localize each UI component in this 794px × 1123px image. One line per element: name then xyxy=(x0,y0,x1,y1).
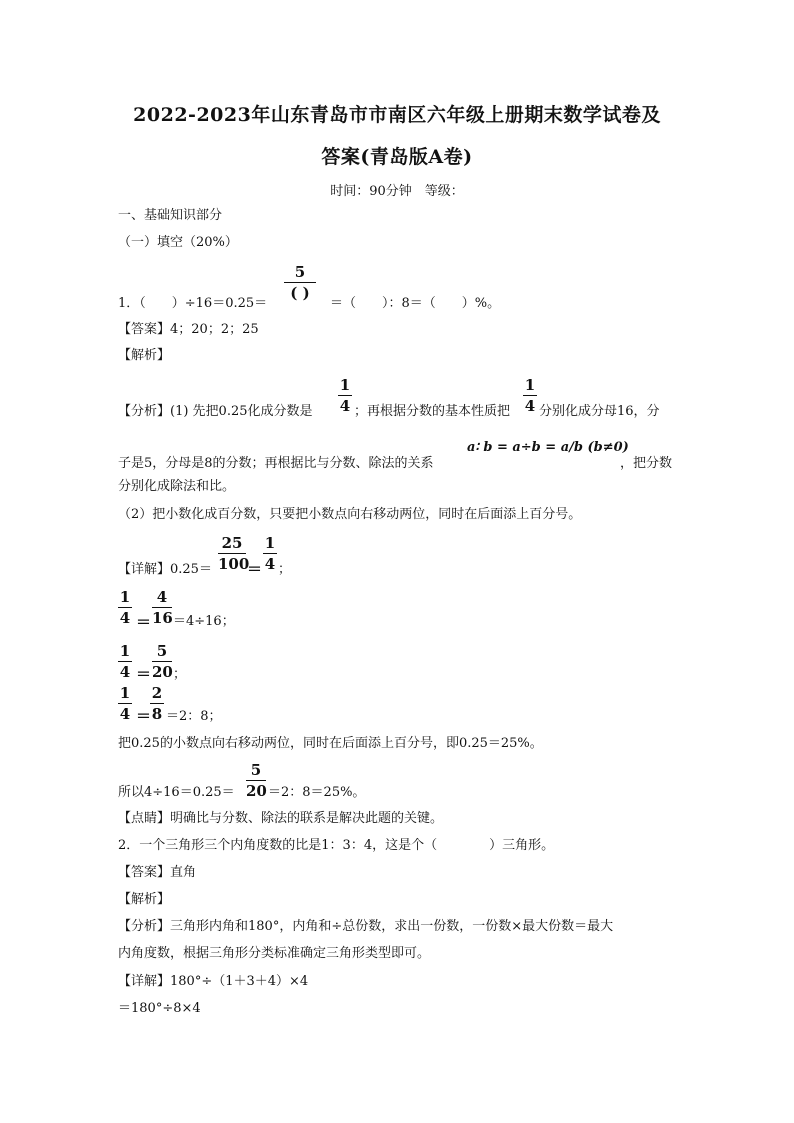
q1-analysis-line2-a: 子是5，分母是8的分数；再根据比与分数、除法的关系 xyxy=(118,456,434,471)
subsection-heading: （一）填空（20%） xyxy=(118,235,238,250)
q2-text: 2．一个三角形三个内角度数的比是1：3：4，这是个（ ）三角形。 xyxy=(118,838,555,853)
detail-fraction-25-100 xyxy=(218,534,250,573)
frac-bar xyxy=(218,553,246,554)
row6-a: 所以4÷16＝0.25＝ xyxy=(118,785,235,800)
frac-numerator: 1 xyxy=(339,376,351,394)
row3-tail: ； xyxy=(173,667,187,682)
q1-answer: 【答案】4；20；2；25 xyxy=(118,322,259,337)
q2-detail-2: ＝180°÷8×4 xyxy=(118,1001,201,1016)
q1-jiexi: 【解析】 xyxy=(118,348,171,363)
q1-analysis-line3: 分别化成除法和比。 xyxy=(118,479,236,494)
frac-denominator: 4 xyxy=(524,397,536,415)
frac-denominator: 16 xyxy=(152,609,173,627)
semicolon: ； xyxy=(278,562,292,577)
detail-fraction-1-4 xyxy=(263,534,277,573)
doc-title-line2: 答案(青岛版A卷) xyxy=(321,146,473,168)
q2-analysis-2: 内角度数，根据三角形分类标准确定三角形类型即可。 xyxy=(118,946,431,961)
frac-bar xyxy=(150,703,164,704)
frac-denominator: 4 xyxy=(119,663,131,681)
q1-detail-a: 【详解】0.25＝ xyxy=(118,562,212,577)
frac-numerator: 1 xyxy=(264,534,276,552)
frac-bar xyxy=(118,607,132,608)
q1-analysis-fraction-1 xyxy=(338,376,352,415)
equals-sign: ＝ xyxy=(136,665,152,683)
frac-bar xyxy=(152,607,172,608)
frac-numerator: 5 xyxy=(156,642,168,660)
frac-denominator: 8 xyxy=(151,705,163,723)
row3-fraction-a xyxy=(118,642,132,681)
frac-bar xyxy=(118,661,132,662)
frac-numerator: 4 xyxy=(156,588,168,606)
frac-denominator: ( ) xyxy=(290,284,310,302)
frac-numerator: 5 xyxy=(294,263,306,281)
row4-fraction-a xyxy=(118,684,132,723)
row5: 把0.25的小数点向右移动两位，同时在后面添上百分号，即0.25＝25%。 xyxy=(118,736,543,751)
frac-numerator: 25 xyxy=(221,534,243,552)
frac-denominator: 100 xyxy=(218,555,250,573)
frac-bar xyxy=(152,661,172,662)
frac-numerator: 1 xyxy=(119,684,131,702)
frac-numerator: 1 xyxy=(119,588,131,606)
doc-meta: 时间：90分钟 等级： xyxy=(330,184,464,199)
frac-bar xyxy=(246,780,266,781)
q1-analysis-c: 分别化成分母16，分 xyxy=(539,404,660,419)
q1-text-b: ＝（ ）：8＝（ ）%。 xyxy=(330,296,501,311)
section-heading: 一、基础知识部分 xyxy=(118,208,223,223)
frac-numerator: 2 xyxy=(151,684,163,702)
frac-denominator: 20 xyxy=(152,663,173,681)
frac-bar xyxy=(523,395,537,396)
frac-numerator: 5 xyxy=(250,761,262,779)
frac-bar xyxy=(263,553,277,554)
frac-numerator: 1 xyxy=(119,642,131,660)
q1-analysis-b: ；再根据分数的基本性质把 xyxy=(354,404,511,419)
q1-analysis-line4: （2）把小数化成百分数，只要把小数点向右移动两位，同时在后面添上百分号。 xyxy=(118,507,582,522)
row6-b: ＝2：8＝25%。 xyxy=(268,785,366,800)
q1-text-a: 1．（ ）÷16＝0.25＝ xyxy=(118,296,268,311)
frac-numerator: 1 xyxy=(524,376,536,394)
ratio-formula: a∶ b = a÷b = a/b (b≠0) xyxy=(467,440,629,455)
equals-sign: ＝ xyxy=(136,707,152,725)
row4-fraction-b xyxy=(150,684,164,723)
frac-bar xyxy=(284,282,316,283)
row2-fraction-a xyxy=(118,588,132,627)
equals-sign: ＝ xyxy=(136,613,152,631)
frac-bar xyxy=(338,395,352,396)
frac-denominator: 20 xyxy=(246,782,267,800)
row3-fraction-b xyxy=(152,642,172,681)
q1-analysis-fraction-2 xyxy=(523,376,537,415)
equals-sign: ＝ xyxy=(247,560,263,578)
q1-analysis-line2-b: ，把分数 xyxy=(620,456,673,471)
row4-tail: ＝2：8； xyxy=(166,709,222,724)
q2-jiexi: 【解析】 xyxy=(118,892,171,907)
q2-answer: 【答案】直角 xyxy=(118,865,197,880)
row2-fraction-b xyxy=(152,588,172,627)
frac-bar xyxy=(118,703,132,704)
doc-title-line1: 2022-2023年山东青岛市市南区六年级上册期末数学试卷及 xyxy=(133,104,661,126)
frac-denominator: 4 xyxy=(119,609,131,627)
q1-analysis-a: 【分析】(1) 先把0.25化成分数是 xyxy=(118,404,313,419)
q2-detail-1: 【详解】180°÷（1＋3＋4）×4 xyxy=(118,974,309,989)
frac-denominator: 4 xyxy=(119,705,131,723)
row2-tail: ＝4÷16； xyxy=(173,614,235,629)
frac-denominator: 4 xyxy=(339,397,351,415)
frac-denominator: 4 xyxy=(264,555,276,573)
q1-key-point: 【点睛】明确比与分数、除法的联系是解决此题的关键。 xyxy=(118,811,444,826)
q2-analysis-1: 【分析】三角形内角和180°，内角和÷总份数，求出一份数，一份数×最大份数＝最大 xyxy=(118,919,614,934)
row6-fraction xyxy=(246,761,266,800)
q1-blank-fraction xyxy=(284,263,316,302)
